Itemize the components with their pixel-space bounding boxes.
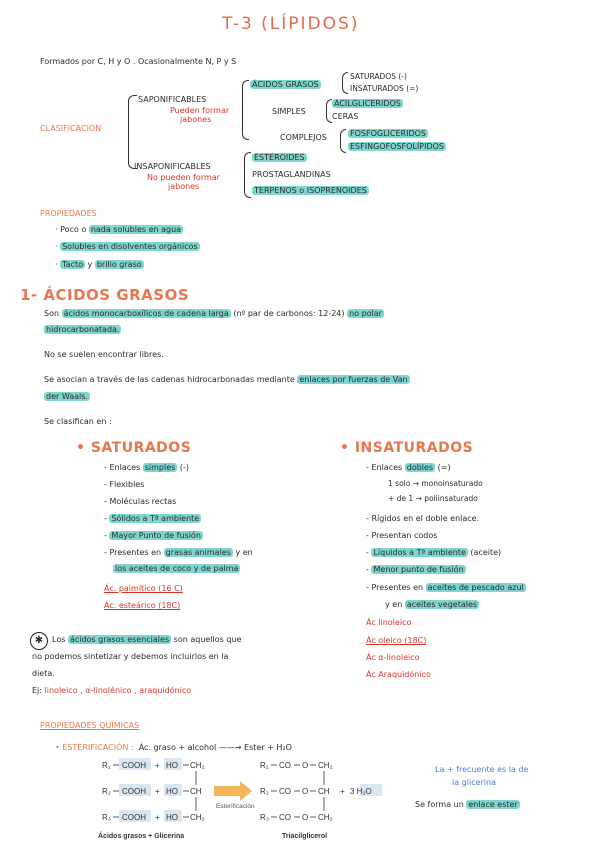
acilgliceridos-item: ACILGLICERIDOS xyxy=(334,99,401,108)
r3-left: R₃ xyxy=(102,813,112,822)
ch2-right-2: CH₂ xyxy=(318,813,333,822)
cooh-1: COOH xyxy=(122,761,146,770)
saturados-item-6: - Presentes en grasas animales y en xyxy=(104,548,253,557)
r3-right: R₃ xyxy=(260,813,270,822)
asterisk-icon: ✱ xyxy=(30,632,48,650)
enlace-ester-note: Se forma un enlace ester xyxy=(415,800,518,809)
saturados-item-5: - Mayor Punto de fusión xyxy=(104,531,201,540)
esenciales-line-1: Los ácidos grasos esenciales son aquellos que xyxy=(52,635,242,644)
co-1: CO xyxy=(279,761,291,770)
ch-right: CH xyxy=(318,787,330,796)
r2-left: R₂ xyxy=(102,787,111,796)
acidos-grasos-heading: 1- ÁCIDOS GRASOS xyxy=(20,286,190,304)
fosfogliceridos-item: FOSFOGLICERIDOS xyxy=(350,129,426,138)
esenciales-examples: Ej: linoleico , α-linolénico , araquidónico xyxy=(32,686,192,695)
r1-right: R₁ xyxy=(260,761,269,770)
water-plus: + xyxy=(340,787,345,796)
complejos-brace xyxy=(340,129,346,153)
acidos-definicion-line-1: Son ácidos monocarboxílicos de cadena larga (nº par de carbonos: 12-24) no polar xyxy=(44,309,382,318)
insaturados-item-6: - Presentes en aceites de pescado azul xyxy=(366,583,524,592)
o-2: O xyxy=(302,787,309,796)
o-3: O xyxy=(302,813,309,822)
saponificables-brace xyxy=(242,80,249,140)
complejos-label: COMPLEJOS xyxy=(280,133,327,142)
cooh-3: COOH xyxy=(122,813,146,822)
ho-3: HO xyxy=(166,813,178,822)
insaturados-item-2: - Rígidos en el doble enlace. xyxy=(366,514,480,523)
prostaglandinas-item: PROSTAGLANDINAS xyxy=(252,170,331,179)
insaturados-item-5: - Menor punto de fusión xyxy=(366,565,464,574)
saponificables-label: SAPONIFICABLES xyxy=(138,95,207,104)
ch-left: CH xyxy=(190,787,202,796)
esenciales-line-3: dieta. xyxy=(32,669,55,678)
ho-1: HO xyxy=(166,761,178,770)
acidos-asociacion-line-2: der Waals. xyxy=(46,392,88,401)
r1-left: R₁ xyxy=(102,761,111,770)
o-1: O xyxy=(302,761,309,770)
saturados-example-2: Ác. esteárico (18C) xyxy=(104,601,181,610)
plus-1: + xyxy=(155,761,160,770)
terpenos-item: TERPENOS o ISOPRENOIDES xyxy=(254,186,367,195)
co-2: CO xyxy=(279,787,291,796)
insaturados-heading: • INSATURADOS xyxy=(340,440,474,456)
ch2-right-1: CH₂ xyxy=(318,761,333,770)
acidos-grasos-brace xyxy=(342,72,348,94)
esterificacion-arrow-label: Esterificación xyxy=(216,803,255,810)
page-title: T-3 (LÍPIDOS) xyxy=(222,14,360,34)
co-3: CO xyxy=(279,813,291,822)
insaturados-item-1: - Enlaces dobles (=) xyxy=(366,463,451,472)
propiedad-item-3: · Tacto y brillo graso xyxy=(55,260,142,269)
saponificables-note-1: Pueden formar xyxy=(170,106,230,115)
esenciales-line-2: no podemos sintetizar y debemos incluirlos en la xyxy=(32,652,229,661)
esteroides-item: ESTEROIDES xyxy=(254,153,305,162)
ceras-item: CERAS xyxy=(332,112,359,121)
clasificacion-brace xyxy=(128,95,137,169)
insaturados-example-2: Ác oleico (18C) xyxy=(366,636,427,645)
clasificacion-label: CLASIFICACIÓN xyxy=(40,124,102,133)
saponificables-note-2: jabones xyxy=(180,115,212,124)
saturados-item-3: - Moléculas rectas xyxy=(104,497,177,506)
insaponificables-brace xyxy=(244,152,251,198)
insaturados-mono: 1 solo → monoinsaturado xyxy=(388,479,483,488)
esfingofosfolipidos-item: ESFINGOFOSFOLÍPIDOS xyxy=(350,142,444,151)
acidos-asociacion-line-1: Se asocian a través de las cadenas hidrocarbonadas mediante enlaces por fuerzas de Van xyxy=(44,375,408,384)
plus-2: + xyxy=(155,787,160,796)
propiedades-quimicas-heading: PROPIEDADES QUÍMICAS xyxy=(40,721,140,730)
insaturados-example-4: Ác Araquidónico xyxy=(366,670,431,679)
left-caption: Ácidos grasos + Glicerina xyxy=(98,833,185,840)
insaturados-poli: + de 1 → poliinsaturado xyxy=(388,494,478,503)
ho-2: HO xyxy=(166,787,178,796)
right-caption: Triacilglicerol xyxy=(282,833,328,840)
esterificacion-line: • ESTERIFICACIÓN : Ác. graso + alcohol ——→ Ester + H₂O xyxy=(55,743,292,752)
propiedad-item-1: · Poco o nada solubles en agua xyxy=(55,225,182,234)
intro-text: Formados por C, H y O . Ocasionalmente N, P y S xyxy=(40,57,237,66)
plus-3: + xyxy=(155,813,160,822)
acidos-grasos-tag: ÁCIDOS GRASOS xyxy=(252,80,319,89)
acidos-definicion-line-2: hidrocarbonatada. xyxy=(46,325,120,334)
insaponificables-note-1: No pueden formar xyxy=(147,173,220,182)
esterificacion-diagram xyxy=(92,758,412,844)
insaturados-example-3: Ác α-linoleico xyxy=(366,653,420,662)
acidos-libres-text: No se suelen encontrar libres. xyxy=(44,350,164,359)
insaturados-example-1: Ác linoleico xyxy=(366,618,412,627)
propiedad-item-2: · Solubles en disolventes orgánicos xyxy=(55,242,198,251)
glicerina-note-1: La + frecuente es la de xyxy=(435,765,529,774)
insaturados-item-3: - Presentan codos xyxy=(366,531,438,540)
cooh-2: COOH xyxy=(122,787,146,796)
glicerina-note-2: la glicerina xyxy=(452,778,496,787)
simples-label: SIMPLES xyxy=(272,107,306,116)
r2-right: R₂ xyxy=(260,787,269,796)
acidos-clasifican-text: Se clasifican en : xyxy=(44,417,112,426)
water-product: 3 H₂O xyxy=(350,787,372,796)
insaponificables-label: INSAPONIFICABLES xyxy=(134,162,211,171)
saturados-item-6-cont: los aceites de coco y de palma xyxy=(115,564,239,573)
saturados-item-4: - Sólidos a Tª ambiente xyxy=(104,514,200,523)
insaturados-item-4: - Líquidos a Tª ambiente (aceite) xyxy=(366,548,502,557)
saturados-heading: • SATURADOS xyxy=(76,440,192,456)
saturados-item: SATURADOS (-) xyxy=(350,72,407,81)
propiedades-heading: PROPIEDADES xyxy=(40,209,97,218)
saturados-item-2: - Flexibles xyxy=(104,480,145,489)
ch2-left-1: CH₂ xyxy=(190,761,205,770)
saturados-item-1: - Enlaces simples (-) xyxy=(104,463,189,472)
insaturados-item: INSATURADOS (=) xyxy=(350,84,419,93)
insaturados-item-6-cont: y en aceites vegetales xyxy=(385,600,478,609)
insaponificables-note-2: jabones xyxy=(168,182,200,191)
saturados-example-1: Ác. palmítico (16 C) xyxy=(104,584,183,593)
ch2-left-2: CH₂ xyxy=(190,813,205,822)
